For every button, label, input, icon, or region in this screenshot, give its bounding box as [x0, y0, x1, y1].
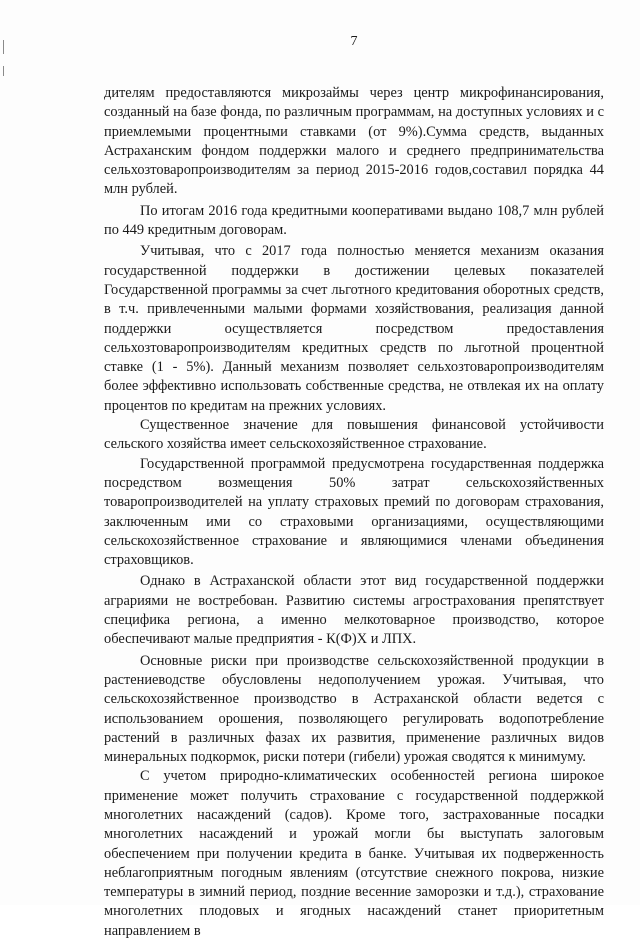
scan-edge-mark — [3, 66, 4, 76]
paragraph: Государственной программой предусмотрена государственная поддержка посредством возмещения 50% затрат сельскохозяйственных товаропроизводителей на уплату страховых премий по договорам страхования, заключенным ими со страховыми организациями, осуществляющими сельскохозяйственное страхование и являющимися членами объединения страховщиков. — [104, 455, 604, 569]
paragraph: Учитывая, что с 2017 года полностью меняется механизм оказания государственной поддержки в достижении целевых показателей Государственной программы за счет льготного кредитования оборотных средств, в т.ч. привлеченными малыми формами хозяйствования, реализация данной поддержки осуществляется посредством предоставления сельхозтоваропроизводителям кредитных средств по льготной процентной ставке (1 - 5%). Данный механизм позволяет сельхозтоваропроизводителям более эффективно использовать собственные средства, не отвлекая их на оплату процентов по кредитам на прежних условиях. — [104, 243, 604, 414]
paragraph: Существенное значение для повышения финансовой устойчивости сельского хозяйства имеет сельскохозяйственное страхование. — [104, 417, 604, 453]
page-number: 7 — [350, 34, 358, 49]
paragraph: Однако в Астраханской области этот вид государственной поддержки аграриями не востребован. Развитию системы агрострахования препятствует специфика региона, а именно мелкотоварное производство, которое обеспечивают малые предприятия - К(Ф)Х и ЛПХ. — [104, 573, 604, 648]
paragraph: По итогам 2016 года кредитными кооперативами выдано 108,7 млн рублей по 449 кредитным договорам. — [104, 202, 604, 239]
paragraph: дителям предоставляются микрозаймы через центр микрофинансирования, созданный на базе фонда, по различным программам, на доступных условиях и с приемлемыми процентными ставками (от 9%).Сумма средств, выданных Астраханским фондом поддержки малого и среднего предпринимательства сельхозтоваропроизводителям за период 2015-2016 годов,составил порядка 44 млн рублей. — [104, 85, 604, 198]
paragraph: Основные риски при производстве сельскохозяйственной продукции в растениеводстве обусловлены недополучением урожая. Учитывая, что сельскохозяйственное производство в Астраханской области ведется с использованием орошения, позволяющего регулировать водопотребление растений в различных фазах их развития, применение различных видов минеральных подкормок, риски потери (гибели) урожая сводятся к минимуму. — [104, 652, 604, 766]
paragraph: С учетом природно-климатических особенностей региона широкое применение может получить страхование с государственной поддержкой многолетних насаждений (садов). Кроме того, застрахованные посадки многолетних насаждений и урожай могли бы выступать залоговым обеспечением при получении кредита в банке. Учитывая их подверженность неблагоприятным погодным явлениям (отсутствие снежного покрова, низкие температуры в зимний период, поздние весенние заморозки и т.д.), страхование многолетних плодовых и ягодных насаждений станет приоритетным направлением в — [104, 768, 604, 939]
